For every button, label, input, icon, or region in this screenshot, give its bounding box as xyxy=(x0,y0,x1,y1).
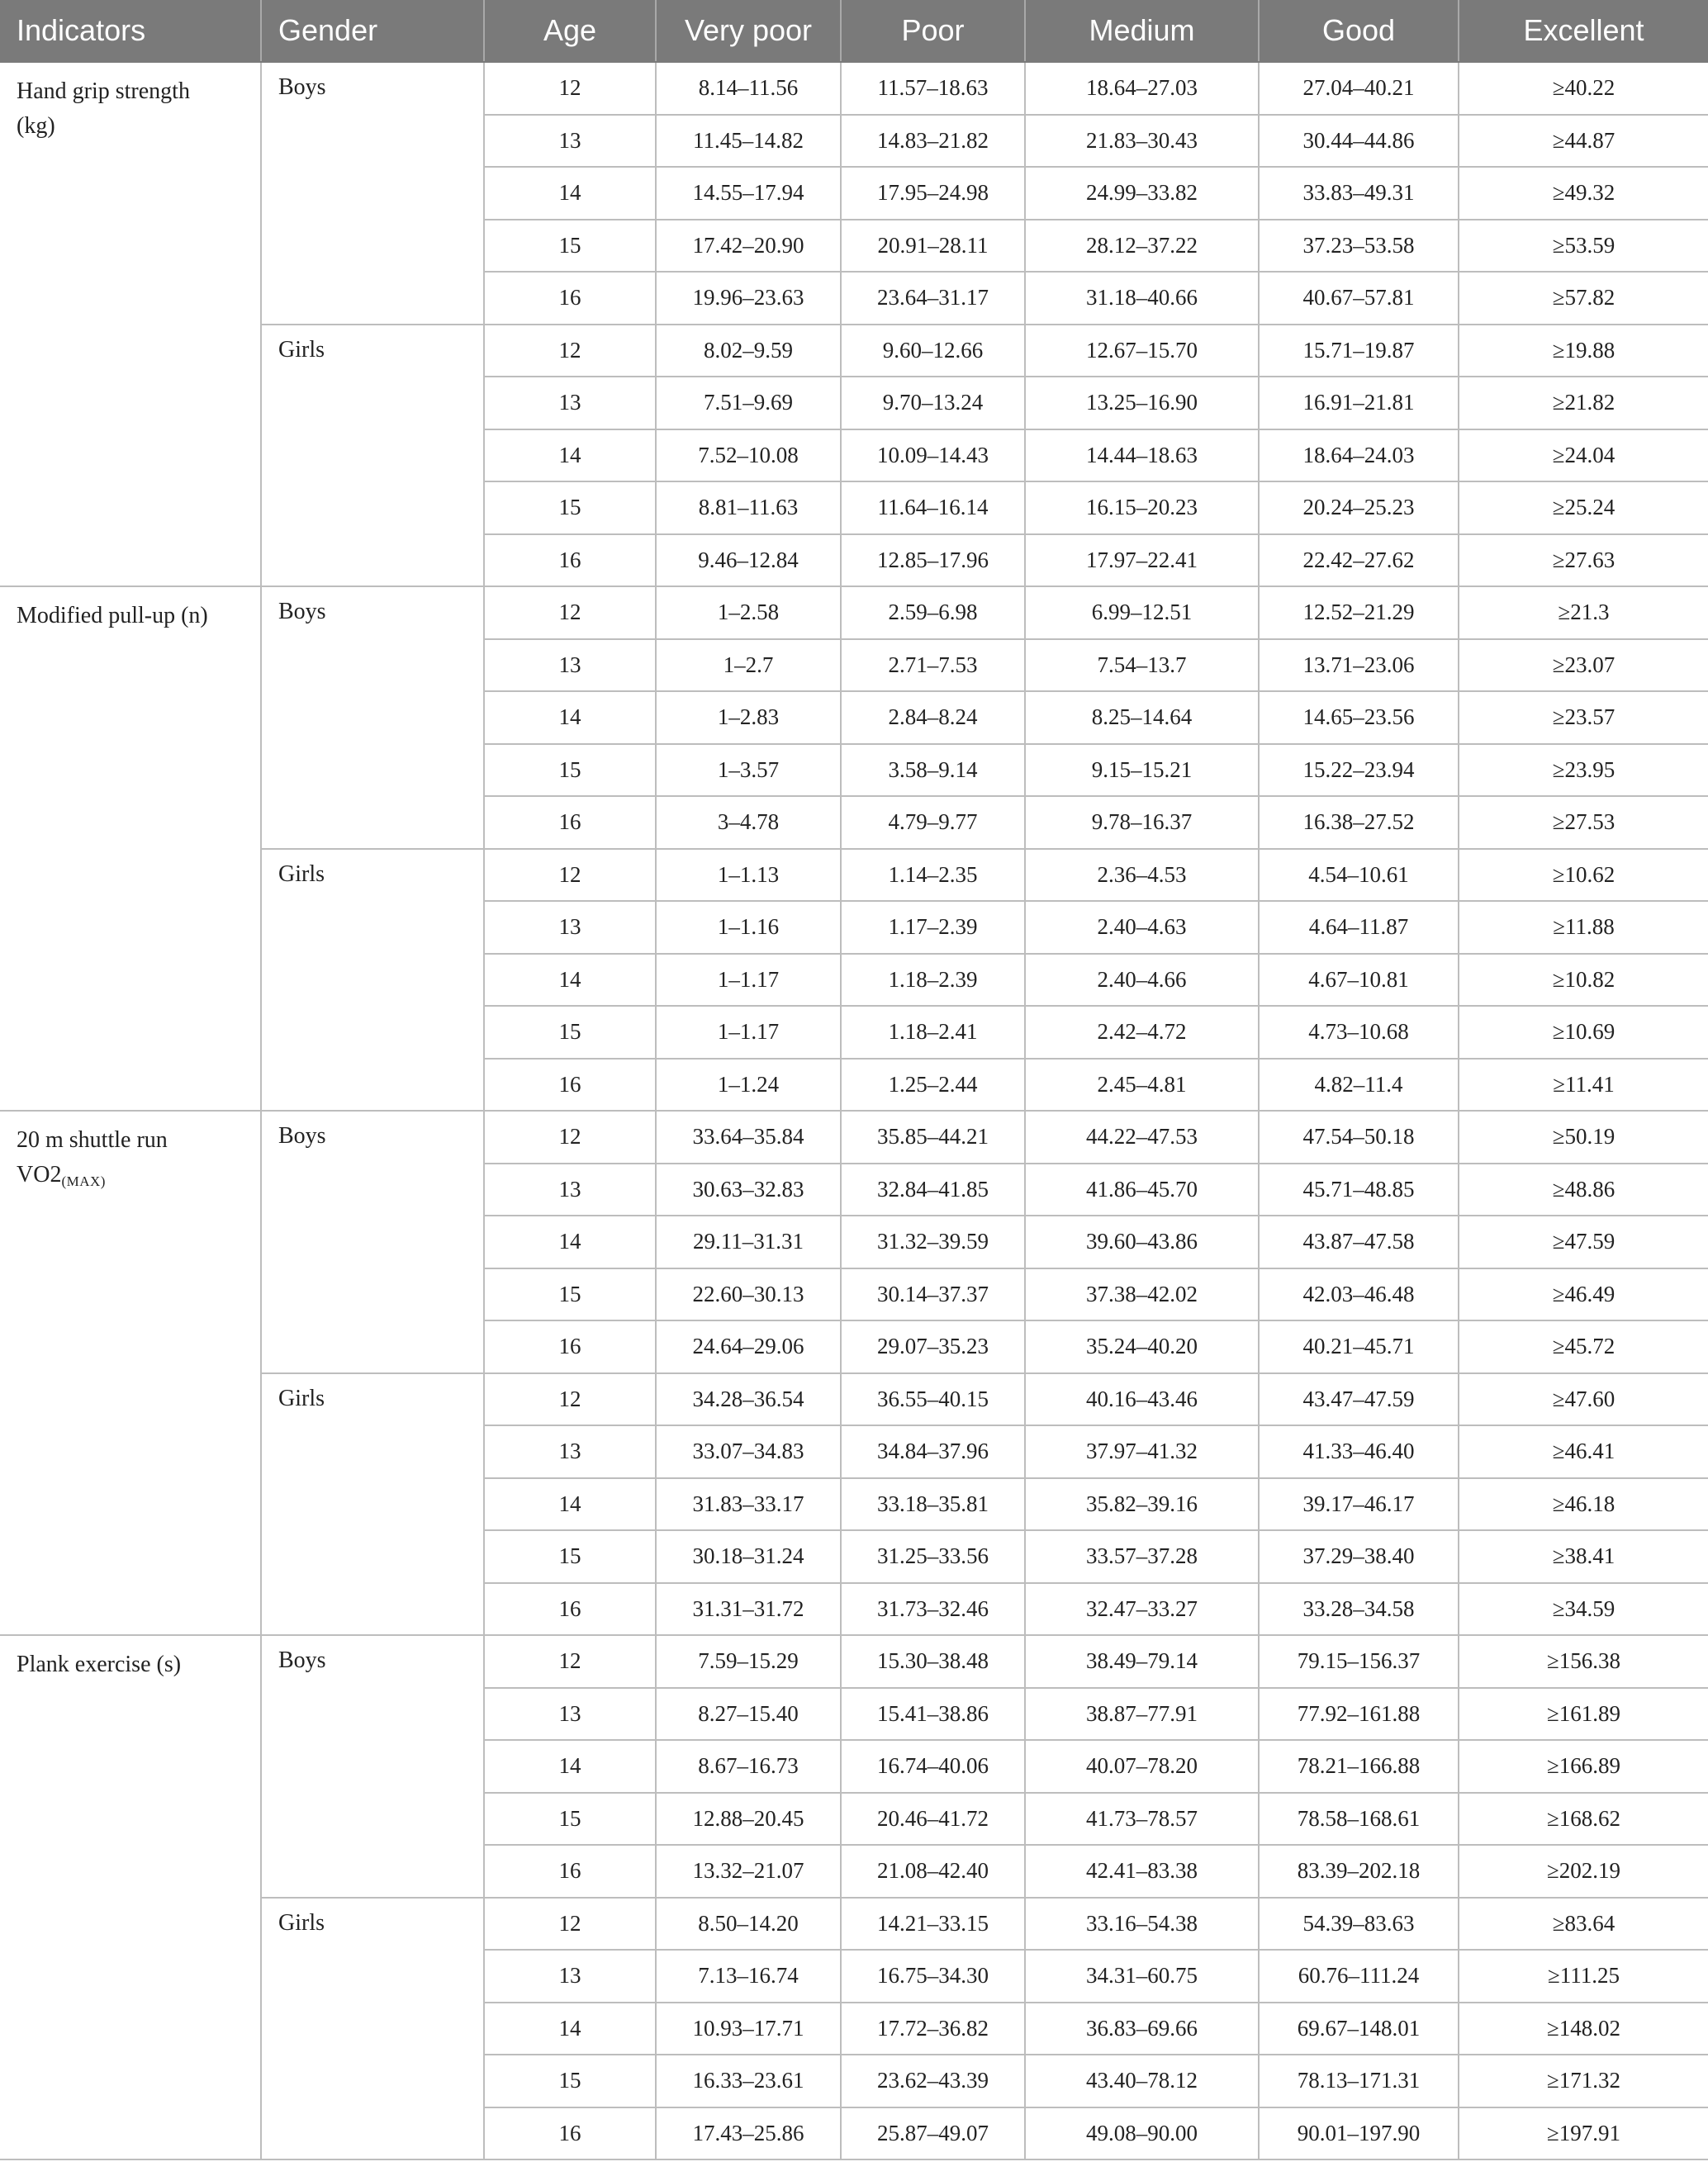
age-cell: 15 xyxy=(484,1006,656,1059)
poor-cell: 12.85–17.96 xyxy=(841,534,1025,587)
good-cell: 37.23–53.58 xyxy=(1259,220,1459,273)
poor-cell: 34.84–37.96 xyxy=(841,1425,1025,1478)
medium-cell: 42.41–83.38 xyxy=(1025,1845,1259,1898)
excellent-cell: ≥197.91 xyxy=(1459,2107,1708,2160)
poor-cell: 2.84–8.24 xyxy=(841,691,1025,744)
medium-cell: 36.83–69.66 xyxy=(1025,2003,1259,2055)
table-row xyxy=(0,1635,1708,1688)
medium-cell: 24.99–33.82 xyxy=(1025,167,1259,220)
medium-cell: 39.60–43.86 xyxy=(1025,1216,1259,1268)
very-poor-cell: 7.13–16.74 xyxy=(656,1950,841,2003)
good-cell: 14.65–23.56 xyxy=(1259,691,1459,744)
age-cell: 14 xyxy=(484,2003,656,2055)
medium-cell: 28.12–37.22 xyxy=(1025,220,1259,273)
good-cell: 37.29–38.40 xyxy=(1259,1530,1459,1583)
excellent-cell: ≥168.62 xyxy=(1459,1793,1708,1846)
poor-cell: 2.59–6.98 xyxy=(841,586,1025,639)
very-poor-cell: 1–1.17 xyxy=(656,954,841,1007)
age-cell: 13 xyxy=(484,901,656,954)
age-cell: 13 xyxy=(484,377,656,429)
poor-cell: 30.14–37.37 xyxy=(841,1268,1025,1321)
very-poor-cell: 1–1.24 xyxy=(656,1059,841,1112)
indicator-cell-plank xyxy=(0,1635,261,2159)
excellent-cell: ≥111.25 xyxy=(1459,1950,1708,2003)
medium-cell: 31.18–40.66 xyxy=(1025,272,1259,325)
good-cell: 4.54–10.61 xyxy=(1259,849,1459,902)
medium-cell: 37.38–42.02 xyxy=(1025,1268,1259,1321)
table-row xyxy=(0,1111,1708,1164)
header-gender: Gender xyxy=(261,0,484,62)
medium-cell: 2.45–4.81 xyxy=(1025,1059,1259,1112)
excellent-cell: ≥46.49 xyxy=(1459,1268,1708,1321)
medium-cell: 38.87–77.91 xyxy=(1025,1688,1259,1741)
good-cell: 60.76–111.24 xyxy=(1259,1950,1459,2003)
very-poor-cell: 10.93–17.71 xyxy=(656,2003,841,2055)
poor-cell: 29.07–35.23 xyxy=(841,1320,1025,1373)
medium-cell: 7.54–13.7 xyxy=(1025,639,1259,692)
excellent-cell: ≥21.82 xyxy=(1459,377,1708,429)
very-poor-cell: 17.43–25.86 xyxy=(656,2107,841,2160)
very-poor-cell: 8.02–9.59 xyxy=(656,325,841,377)
good-cell: 79.15–156.37 xyxy=(1259,1635,1459,1688)
very-poor-cell: 8.81–11.63 xyxy=(656,481,841,534)
excellent-cell: ≥44.87 xyxy=(1459,115,1708,168)
indicator-name: Plank exercise (s) xyxy=(17,1652,182,1677)
age-cell: 12 xyxy=(484,325,656,377)
very-poor-cell: 11.45–14.82 xyxy=(656,115,841,168)
very-poor-cell: 17.42–20.90 xyxy=(656,220,841,273)
gender-cell: Boys xyxy=(261,1635,484,1898)
gender-cell: Boys xyxy=(261,586,484,849)
medium-cell: 13.25–16.90 xyxy=(1025,377,1259,429)
good-cell: 78.58–168.61 xyxy=(1259,1793,1459,1846)
good-cell: 43.47–47.59 xyxy=(1259,1373,1459,1426)
poor-cell: 15.30–38.48 xyxy=(841,1635,1025,1688)
excellent-cell: ≥11.41 xyxy=(1459,1059,1708,1112)
excellent-cell: ≥57.82 xyxy=(1459,272,1708,325)
age-cell: 16 xyxy=(484,1320,656,1373)
good-cell: 15.71–19.87 xyxy=(1259,325,1459,377)
excellent-cell: ≥161.89 xyxy=(1459,1688,1708,1741)
very-poor-cell: 1–2.83 xyxy=(656,691,841,744)
very-poor-cell: 24.64–29.06 xyxy=(656,1320,841,1373)
age-cell: 16 xyxy=(484,796,656,849)
poor-cell: 1.17–2.39 xyxy=(841,901,1025,954)
good-cell: 30.44–44.86 xyxy=(1259,115,1459,168)
table-row xyxy=(0,586,1708,639)
age-cell: 15 xyxy=(484,1793,656,1846)
excellent-cell: ≥10.82 xyxy=(1459,954,1708,1007)
very-poor-cell: 1–2.58 xyxy=(656,586,841,639)
good-cell: 69.67–148.01 xyxy=(1259,2003,1459,2055)
age-cell: 12 xyxy=(484,1111,656,1164)
age-cell: 16 xyxy=(484,1845,656,1898)
excellent-cell: ≥23.95 xyxy=(1459,744,1708,797)
header-good: Good xyxy=(1259,0,1459,62)
very-poor-cell: 1–1.13 xyxy=(656,849,841,902)
poor-cell: 1.25–2.44 xyxy=(841,1059,1025,1112)
age-cell: 14 xyxy=(484,691,656,744)
good-cell: 40.21–45.71 xyxy=(1259,1320,1459,1373)
good-cell: 12.52–21.29 xyxy=(1259,586,1459,639)
good-cell: 77.92–161.88 xyxy=(1259,1688,1459,1741)
poor-cell: 23.64–31.17 xyxy=(841,272,1025,325)
medium-cell: 33.57–37.28 xyxy=(1025,1530,1259,1583)
age-cell: 12 xyxy=(484,1373,656,1426)
indicator-name: Modified pull-up (n) xyxy=(17,603,208,628)
very-poor-cell: 30.63–32.83 xyxy=(656,1164,841,1216)
excellent-cell: ≥46.18 xyxy=(1459,1478,1708,1531)
excellent-cell: ≥202.19 xyxy=(1459,1845,1708,1898)
header-medium: Medium xyxy=(1025,0,1259,62)
medium-cell: 16.15–20.23 xyxy=(1025,481,1259,534)
age-cell: 16 xyxy=(484,534,656,587)
very-poor-cell: 1–2.7 xyxy=(656,639,841,692)
poor-cell: 17.95–24.98 xyxy=(841,167,1025,220)
indicator-cell-shuttle-run xyxy=(0,1111,261,1635)
age-cell: 15 xyxy=(484,2055,656,2107)
excellent-cell: ≥83.64 xyxy=(1459,1898,1708,1951)
very-poor-cell: 7.52–10.08 xyxy=(656,429,841,482)
indicator-cell-hand-grip xyxy=(0,62,261,586)
good-cell: 45.71–48.85 xyxy=(1259,1164,1459,1216)
good-cell: 41.33–46.40 xyxy=(1259,1425,1459,1478)
poor-cell: 9.60–12.66 xyxy=(841,325,1025,377)
very-poor-cell: 8.50–14.20 xyxy=(656,1898,841,1951)
excellent-cell: ≥10.62 xyxy=(1459,849,1708,902)
medium-cell: 40.16–43.46 xyxy=(1025,1373,1259,1426)
very-poor-cell: 22.60–30.13 xyxy=(656,1268,841,1321)
good-cell: 15.22–23.94 xyxy=(1259,744,1459,797)
very-poor-cell: 31.31–31.72 xyxy=(656,1583,841,1636)
age-cell: 16 xyxy=(484,1583,656,1636)
good-cell: 4.67–10.81 xyxy=(1259,954,1459,1007)
good-cell: 27.04–40.21 xyxy=(1259,62,1459,115)
very-poor-cell: 8.14–11.56 xyxy=(656,62,841,115)
gender-cell: Girls xyxy=(261,325,484,587)
excellent-cell: ≥21.3 xyxy=(1459,586,1708,639)
excellent-cell: ≥23.57 xyxy=(1459,691,1708,744)
poor-cell: 16.75–34.30 xyxy=(841,1950,1025,2003)
table-row xyxy=(0,62,1708,115)
medium-cell: 14.44–18.63 xyxy=(1025,429,1259,482)
excellent-cell: ≥11.88 xyxy=(1459,901,1708,954)
age-cell: 14 xyxy=(484,167,656,220)
poor-cell: 1.14–2.35 xyxy=(841,849,1025,902)
very-poor-cell: 1–1.17 xyxy=(656,1006,841,1059)
poor-cell: 1.18–2.39 xyxy=(841,954,1025,1007)
poor-cell: 1.18–2.41 xyxy=(841,1006,1025,1059)
very-poor-cell: 7.59–15.29 xyxy=(656,1635,841,1688)
gender-cell: Girls xyxy=(261,1898,484,2160)
age-cell: 16 xyxy=(484,1059,656,1112)
medium-cell: 35.24–40.20 xyxy=(1025,1320,1259,1373)
indicator-cell-pull-up xyxy=(0,586,261,1111)
age-cell: 12 xyxy=(484,849,656,902)
good-cell: 90.01–197.90 xyxy=(1259,2107,1459,2160)
poor-cell: 3.58–9.14 xyxy=(841,744,1025,797)
excellent-cell: ≥27.63 xyxy=(1459,534,1708,587)
medium-cell: 40.07–78.20 xyxy=(1025,1740,1259,1793)
indicator-name: 20 m shuttle run xyxy=(17,1127,168,1153)
gender-cell: Boys xyxy=(261,62,484,325)
poor-cell: 21.08–42.40 xyxy=(841,1845,1025,1898)
age-cell: 14 xyxy=(484,1740,656,1793)
very-poor-cell: 33.07–34.83 xyxy=(656,1425,841,1478)
excellent-cell: ≥47.59 xyxy=(1459,1216,1708,1268)
poor-cell: 17.72–36.82 xyxy=(841,2003,1025,2055)
medium-cell: 38.49–79.14 xyxy=(1025,1635,1259,1688)
good-cell: 16.91–21.81 xyxy=(1259,377,1459,429)
poor-cell: 36.55–40.15 xyxy=(841,1373,1025,1426)
good-cell: 39.17–46.17 xyxy=(1259,1478,1459,1531)
very-poor-cell: 29.11–31.31 xyxy=(656,1216,841,1268)
good-cell: 83.39–202.18 xyxy=(1259,1845,1459,1898)
medium-cell: 34.31–60.75 xyxy=(1025,1950,1259,2003)
table-header xyxy=(0,0,1708,62)
age-cell: 12 xyxy=(484,1635,656,1688)
age-cell: 12 xyxy=(484,62,656,115)
good-cell: 43.87–47.58 xyxy=(1259,1216,1459,1268)
good-cell: 16.38–27.52 xyxy=(1259,796,1459,849)
poor-cell: 25.87–49.07 xyxy=(841,2107,1025,2160)
good-cell: 22.42–27.62 xyxy=(1259,534,1459,587)
poor-cell: 35.85–44.21 xyxy=(841,1111,1025,1164)
medium-cell: 2.36–4.53 xyxy=(1025,849,1259,902)
very-poor-cell: 8.67–16.73 xyxy=(656,1740,841,1793)
gender-cell: Girls xyxy=(261,1373,484,1636)
very-poor-cell: 33.64–35.84 xyxy=(656,1111,841,1164)
poor-cell: 4.79–9.77 xyxy=(841,796,1025,849)
medium-cell: 9.78–16.37 xyxy=(1025,796,1259,849)
very-poor-cell: 12.88–20.45 xyxy=(656,1793,841,1846)
excellent-cell: ≥45.72 xyxy=(1459,1320,1708,1373)
poor-cell: 31.32–39.59 xyxy=(841,1216,1025,1268)
excellent-cell: ≥49.32 xyxy=(1459,167,1708,220)
good-cell: 47.54–50.18 xyxy=(1259,1111,1459,1164)
good-cell: 40.67–57.81 xyxy=(1259,272,1459,325)
poor-cell: 11.57–18.63 xyxy=(841,62,1025,115)
age-cell: 15 xyxy=(484,1530,656,1583)
age-cell: 15 xyxy=(484,481,656,534)
very-poor-cell: 13.32–21.07 xyxy=(656,1845,841,1898)
excellent-cell: ≥19.88 xyxy=(1459,325,1708,377)
indicator-subscript: (MAX) xyxy=(61,1173,106,1189)
medium-cell: 17.97–22.41 xyxy=(1025,534,1259,587)
header-age: Age xyxy=(484,0,656,62)
medium-cell: 9.15–15.21 xyxy=(1025,744,1259,797)
excellent-cell: ≥47.60 xyxy=(1459,1373,1708,1426)
excellent-cell: ≥27.53 xyxy=(1459,796,1708,849)
excellent-cell: ≥40.22 xyxy=(1459,62,1708,115)
table-body xyxy=(0,62,1708,2159)
age-cell: 14 xyxy=(484,1478,656,1531)
good-cell: 42.03–46.48 xyxy=(1259,1268,1459,1321)
indicator-unit: VO2 xyxy=(17,1162,62,1188)
medium-cell: 8.25–14.64 xyxy=(1025,691,1259,744)
header-very-poor: Very poor xyxy=(656,0,841,62)
medium-cell: 49.08–90.00 xyxy=(1025,2107,1259,2160)
medium-cell: 43.40–78.12 xyxy=(1025,2055,1259,2107)
excellent-cell: ≥148.02 xyxy=(1459,2003,1708,2055)
very-poor-cell: 1–1.16 xyxy=(656,901,841,954)
age-cell: 15 xyxy=(484,1268,656,1321)
poor-cell: 23.62–43.39 xyxy=(841,2055,1025,2107)
poor-cell: 14.83–21.82 xyxy=(841,115,1025,168)
age-cell: 13 xyxy=(484,115,656,168)
medium-cell: 2.40–4.66 xyxy=(1025,954,1259,1007)
good-cell: 20.24–25.23 xyxy=(1259,481,1459,534)
medium-cell: 35.82–39.16 xyxy=(1025,1478,1259,1531)
poor-cell: 15.41–38.86 xyxy=(841,1688,1025,1741)
indicator-unit: (kg) xyxy=(17,113,55,139)
excellent-cell: ≥53.59 xyxy=(1459,220,1708,273)
medium-cell: 37.97–41.32 xyxy=(1025,1425,1259,1478)
gender-cell: Boys xyxy=(261,1111,484,1373)
very-poor-cell: 16.33–23.61 xyxy=(656,2055,841,2107)
medium-cell: 2.40–4.63 xyxy=(1025,901,1259,954)
excellent-cell: ≥46.41 xyxy=(1459,1425,1708,1478)
poor-cell: 20.46–41.72 xyxy=(841,1793,1025,1846)
medium-cell: 21.83–30.43 xyxy=(1025,115,1259,168)
excellent-cell: ≥48.86 xyxy=(1459,1164,1708,1216)
excellent-cell: ≥34.59 xyxy=(1459,1583,1708,1636)
age-cell: 13 xyxy=(484,639,656,692)
very-poor-cell: 30.18–31.24 xyxy=(656,1530,841,1583)
good-cell: 78.13–171.31 xyxy=(1259,2055,1459,2107)
age-cell: 14 xyxy=(484,429,656,482)
age-cell: 13 xyxy=(484,1688,656,1741)
indicator-name: Hand grip strength xyxy=(17,78,190,104)
excellent-cell: ≥25.24 xyxy=(1459,481,1708,534)
age-cell: 15 xyxy=(484,220,656,273)
header-row xyxy=(0,0,1708,62)
excellent-cell: ≥166.89 xyxy=(1459,1740,1708,1793)
good-cell: 18.64–24.03 xyxy=(1259,429,1459,482)
poor-cell: 16.74–40.06 xyxy=(841,1740,1025,1793)
poor-cell: 20.91–28.11 xyxy=(841,220,1025,273)
medium-cell: 41.73–78.57 xyxy=(1025,1793,1259,1846)
very-poor-cell: 31.83–33.17 xyxy=(656,1478,841,1531)
very-poor-cell: 1–3.57 xyxy=(656,744,841,797)
medium-cell: 33.16–54.38 xyxy=(1025,1898,1259,1951)
poor-cell: 9.70–13.24 xyxy=(841,377,1025,429)
age-cell: 12 xyxy=(484,1898,656,1951)
age-cell: 13 xyxy=(484,1425,656,1478)
very-poor-cell: 3–4.78 xyxy=(656,796,841,849)
medium-cell: 2.42–4.72 xyxy=(1025,1006,1259,1059)
medium-cell: 44.22–47.53 xyxy=(1025,1111,1259,1164)
good-cell: 33.83–49.31 xyxy=(1259,167,1459,220)
poor-cell: 2.71–7.53 xyxy=(841,639,1025,692)
good-cell: 78.21–166.88 xyxy=(1259,1740,1459,1793)
age-cell: 16 xyxy=(484,2107,656,2160)
age-cell: 14 xyxy=(484,1216,656,1268)
excellent-cell: ≥10.69 xyxy=(1459,1006,1708,1059)
age-cell: 15 xyxy=(484,744,656,797)
poor-cell: 31.73–32.46 xyxy=(841,1583,1025,1636)
poor-cell: 10.09–14.43 xyxy=(841,429,1025,482)
age-cell: 12 xyxy=(484,586,656,639)
header-excellent: Excellent xyxy=(1459,0,1708,62)
very-poor-cell: 19.96–23.63 xyxy=(656,272,841,325)
very-poor-cell: 34.28–36.54 xyxy=(656,1373,841,1426)
excellent-cell: ≥38.41 xyxy=(1459,1530,1708,1583)
good-cell: 4.82–11.4 xyxy=(1259,1059,1459,1112)
gender-cell: Girls xyxy=(261,849,484,1112)
age-cell: 13 xyxy=(484,1164,656,1216)
good-cell: 54.39–83.63 xyxy=(1259,1898,1459,1951)
very-poor-cell: 7.51–9.69 xyxy=(656,377,841,429)
excellent-cell: ≥50.19 xyxy=(1459,1111,1708,1164)
medium-cell: 18.64–27.03 xyxy=(1025,62,1259,115)
good-cell: 4.73–10.68 xyxy=(1259,1006,1459,1059)
excellent-cell: ≥171.32 xyxy=(1459,2055,1708,2107)
good-cell: 4.64–11.87 xyxy=(1259,901,1459,954)
very-poor-cell: 8.27–15.40 xyxy=(656,1688,841,1741)
poor-cell: 33.18–35.81 xyxy=(841,1478,1025,1531)
poor-cell: 11.64–16.14 xyxy=(841,481,1025,534)
medium-cell: 6.99–12.51 xyxy=(1025,586,1259,639)
medium-cell: 12.67–15.70 xyxy=(1025,325,1259,377)
header-poor: Poor xyxy=(841,0,1025,62)
excellent-cell: ≥24.04 xyxy=(1459,429,1708,482)
poor-cell: 32.84–41.85 xyxy=(841,1164,1025,1216)
poor-cell: 31.25–33.56 xyxy=(841,1530,1025,1583)
header-indicators: Indicators xyxy=(0,0,261,62)
very-poor-cell: 9.46–12.84 xyxy=(656,534,841,587)
good-cell: 33.28–34.58 xyxy=(1259,1583,1459,1636)
age-cell: 14 xyxy=(484,954,656,1007)
age-cell: 13 xyxy=(484,1950,656,2003)
poor-cell: 14.21–33.15 xyxy=(841,1898,1025,1951)
medium-cell: 32.47–33.27 xyxy=(1025,1583,1259,1636)
age-cell: 16 xyxy=(484,272,656,325)
medium-cell: 41.86–45.70 xyxy=(1025,1164,1259,1216)
excellent-cell: ≥23.07 xyxy=(1459,639,1708,692)
excellent-cell: ≥156.38 xyxy=(1459,1635,1708,1688)
good-cell: 13.71–23.06 xyxy=(1259,639,1459,692)
very-poor-cell: 14.55–17.94 xyxy=(656,167,841,220)
